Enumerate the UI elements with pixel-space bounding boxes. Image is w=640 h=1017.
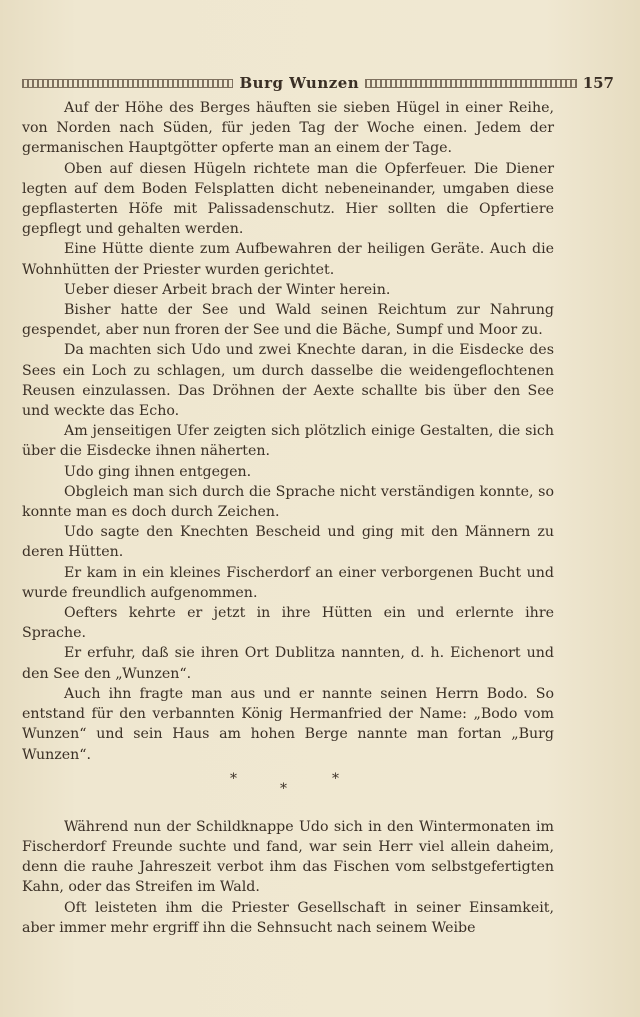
separator-asterisk: * xyxy=(230,770,237,787)
paragraph: Er erfuhr, daß sie ihren Ort Dublitza nannten, d. h. Eichenort und den See den „Wunzen“. xyxy=(22,645,554,682)
left-ornament-rule xyxy=(22,79,233,88)
paragraph: Während nun der Schildknappe Udo sich in den Wintermonaten im Fischerdorf Freunde suchte und fand, war sein Herr viel allein daheim, denn die rauhe Jahreszeit verbot ihm das Fischen vom selbstgefertigten Kahn, oder das Streifen im Wald. xyxy=(22,818,554,896)
paragraph: Oft leisteten ihm die Priester Gesellschaft in seiner Einsamkeit, aber immer mehr ergriff ihn die Sehnsucht nach seinem Weibe xyxy=(22,899,554,936)
separator-asterisk: * xyxy=(280,780,287,797)
page-header xyxy=(22,72,614,94)
paragraph: Oefters kehrte er jetzt in ihre Hütten ein und erlernte ihre Sprache. xyxy=(22,605,554,642)
paragraph: Da machten sich Udo und zwei Knechte daran, in die Eisdecke des Sees ein Loch zu schlagen, um durch dasselbe die weidengeflochtenen Reusen einzulassen. Das Dröhnen der Aexte schallte bis über den See und weckte das Echo. xyxy=(22,342,554,420)
paragraph: Ueber dieser Arbeit brach der Winter herein. xyxy=(64,281,391,298)
paragraph: Auf der Höhe des Berges häuften sie sieben Hügel in einer Reihe, von Norden nach Süden, für jeden Tag der Woche einen. Jedem der germanischen Hauptgötter opferte man an einem der Tage. xyxy=(22,100,554,157)
paragraph: Er kam in ein kleines Fischerdorf an einer verborgenen Bucht und wurde freundlich aufgenommen. xyxy=(22,564,554,601)
paragraph: Auch ihn fragte man aus und er nannte seinen Herrn Bodo. So entstand für den verbannten König Hermanfried der Name: „Bodo vom Wunzen“ und sein Haus am hohen Berge nannte man fortan „Burg Wunzen“. xyxy=(22,685,554,763)
paragraph: Udo ging ihnen entgegen. xyxy=(64,463,252,480)
right-ornament-rule xyxy=(365,79,576,88)
section-separator xyxy=(22,765,554,817)
body-text xyxy=(22,98,554,938)
paragraph: Bisher hatte der See und Wald seinen Reichtum zur Nahrung gespendet, aber nun froren der See und die Bäche, Sumpf und Moor zu. xyxy=(22,302,554,339)
separator-asterisk: * xyxy=(332,770,339,787)
paragraph: Udo sagte den Knechten Bescheid und ging mit den Männern zu deren Hütten. xyxy=(22,524,554,561)
page-number: 157 xyxy=(582,74,614,92)
paragraph: Am jenseitigen Ufer zeigten sich plötzlich einige Gestalten, die sich über die Eisdecke ihnen näherten. xyxy=(22,423,554,460)
paragraph: Eine Hütte diente zum Aufbewahren der heiligen Geräte. Auch die Wohnhütten der Priester wurden gerichtet. xyxy=(22,241,554,278)
paragraph: Oben auf diesen Hügeln richtete man die Opferfeuer. Die Diener legten auf dem Boden Felsplatten dicht nebeneinander, umgaben diese gepflasterten Höfe mit Palissadenschutz. Hier sollten die Opfertiere gepflegt und gehalten werden. xyxy=(22,160,554,238)
paragraph: Obgleich man sich durch die Sprache nicht verständigen konnte, so konnte man es doch durch Zeichen. xyxy=(22,483,554,521)
running-title: Burg Wunzen xyxy=(239,74,360,92)
